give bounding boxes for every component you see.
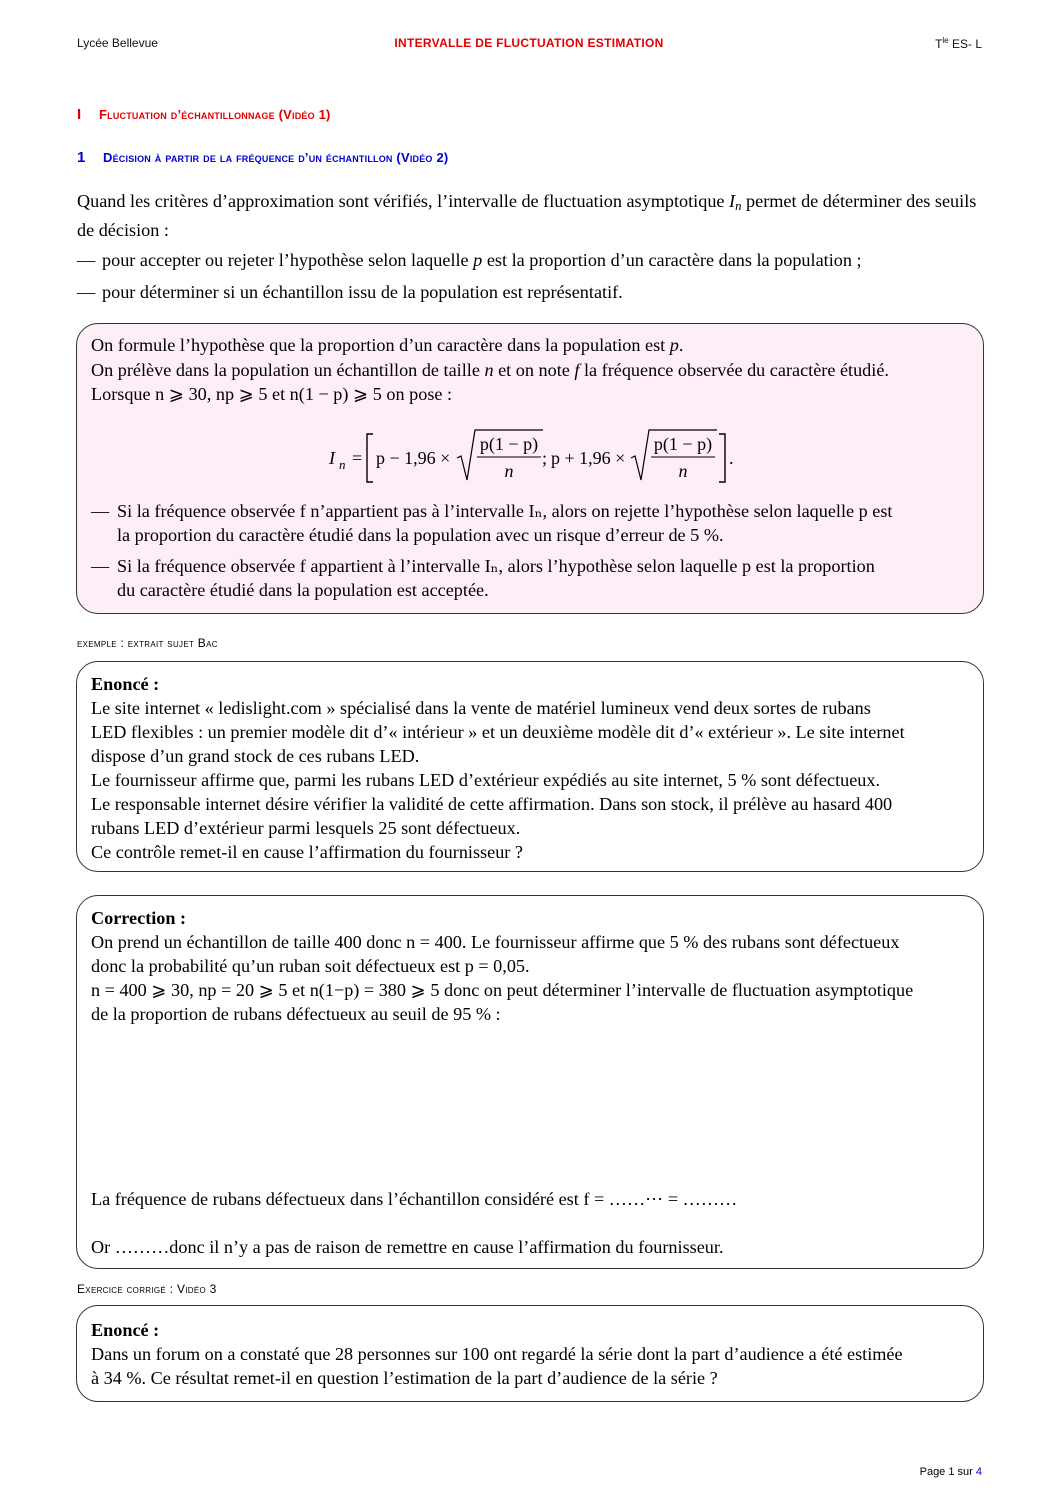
page-total-link[interactable]: 4	[975, 1466, 982, 1478]
enonce-line: Dans un forum on a constaté que 28 personnes sur 100 ont regardé la série dont la part d’audience a été estimée	[91, 1344, 903, 1364]
formula-numerator: p(1 − p)	[653, 434, 713, 454]
right-bracket	[719, 434, 725, 482]
bullet-item	[77, 248, 987, 272]
rule-line: Si la fréquence observée f appartient à l’intervalle Iₙ, alors l’hypothèse selon laquelle p est la proportion	[117, 556, 875, 576]
var-f: f	[574, 360, 580, 380]
intro-text-b: permet de déterminer des seuils de décision :	[77, 191, 977, 240]
class-prefix: T	[935, 37, 943, 51]
frequency-line: La fréquence de rubans défectueux dans l’échantillon considéré est f = ……⋯ = ………	[91, 1189, 738, 1209]
enonce-line: LED flexibles : un premier modèle dit d’« intérieur » et un deuxième modèle dit d’« extérieur ». Le site internet	[91, 722, 905, 742]
class-suffix: ES- L	[948, 37, 982, 51]
enonce-heading: Enoncé :	[91, 1320, 160, 1340]
formula-end: .	[729, 448, 734, 468]
rule-line: la proportion du caractère étudié dans la population avec un risque d’erreur de 5 %.	[117, 525, 724, 545]
enonce-line: Ce contrôle remet-il en cause l’affirmation du fournisseur ?	[91, 842, 523, 862]
intro-text-a: Quand les critères d’approximation sont vérifiés, l’intervalle de fluctuation asymptotique	[77, 191, 730, 211]
var-n: n	[484, 360, 494, 380]
enonce-line: dispose d’un grand stock de ces rubans LED.	[91, 746, 420, 766]
subsection-number: 1	[77, 149, 86, 166]
dash-bullet: —	[91, 501, 110, 521]
header-school: Lycée Bellevue	[77, 36, 158, 50]
formula-left-term: p − 1,96 ×	[376, 448, 451, 468]
correction-line: On prend un échantillon de taille 400 donc n = 400. Le fournisseur affirme que 5 % des rubans sont défectueux	[91, 932, 900, 952]
enonce-line: Le responsable internet désire vérifier la validité de cette affirmation. Dans son stock, il prélève au hasard 400	[91, 794, 893, 814]
enonce-heading: Enoncé :	[91, 674, 160, 694]
section-number: I	[77, 106, 82, 123]
var-p: p	[669, 335, 679, 355]
rule-line: Si la fréquence observée f n’appartient pas à l’intervalle Iₙ, alors on rejette l’hypothèse selon laquelle p est	[117, 501, 893, 521]
def-text: On formule l’hypothèse que la proportion d’un caractère dans la population est	[91, 335, 670, 355]
formula-separator: ;	[542, 448, 548, 468]
def-text: et on note	[493, 360, 575, 380]
enonce-line: rubans LED d’extérieur parmi lesquels 25 sont défectueux.	[91, 818, 521, 838]
def-line	[91, 333, 969, 357]
var-n-sub: n	[735, 199, 742, 213]
correction-box	[76, 895, 984, 1269]
bullet-item	[77, 280, 987, 304]
left-bracket	[367, 434, 373, 482]
exercise-enonce-box	[76, 1305, 984, 1402]
dash-bullet: —	[77, 282, 96, 302]
class-sup: le	[942, 36, 949, 45]
dash-bullet: —	[91, 556, 110, 576]
definition-box	[76, 323, 984, 614]
correction-line: n = 400 ⩾ 30, np = 20 ⩾ 5 et n(1−p) = 380 ⩾ 5 donc on peut déterminer l’intervalle de fluctuation asymptotique	[91, 980, 914, 1000]
section-heading-1	[77, 106, 331, 123]
def-line: Lorsque n ⩾ 30, np ⩾ 5 et n(1 − p) ⩾ 5 on pose :	[91, 384, 453, 404]
intro-paragraph	[77, 189, 987, 242]
fluctuation-interval-formula	[77, 426, 983, 486]
subsection-heading-1	[77, 149, 448, 166]
example-label: exemple : extrait sujet Bac	[77, 636, 218, 650]
dash-bullet: —	[77, 250, 96, 270]
def-text: On prélève dans la population un échantillon de taille	[91, 360, 485, 380]
correction-heading: Correction :	[91, 908, 187, 928]
page-number	[920, 1466, 982, 1478]
correction-line: de la proportion de rubans défectueux au seuil de 95 % :	[91, 1004, 501, 1024]
bullet-text: est la proportion d’un caractère dans la population ;	[482, 250, 862, 270]
formula-denominator: n	[504, 461, 514, 481]
header-class	[935, 36, 982, 51]
bullet-text: pour accepter ou rejeter l’hypothèse selon laquelle	[102, 250, 474, 270]
correction-line: donc la probabilité qu’un ruban soit défectueux est p = 0,05.	[91, 956, 530, 976]
formula-eq: =	[352, 448, 363, 468]
bullet-text: pour déterminer si un échantillon issu de la population est représentatif.	[102, 282, 623, 302]
def-text: la fréquence observée du caractère étudié.	[579, 360, 889, 380]
enonce-line: Le fournisseur affirme que, parmi les rubans LED d’extérieur expédiés au site internet, 5 % sont défectueux.	[91, 770, 881, 790]
header-title: INTERVALLE DE FLUCTUATION ESTIMATION	[394, 36, 664, 50]
def-text: .	[678, 335, 684, 355]
subsection-title: Décision à partir de la fréquence d’un échantillon (Vidéo 2)	[103, 150, 449, 165]
section-title: Fluctuation d’échantillonnage (Vidéo 1)	[99, 107, 331, 122]
formula-lhs-sub: n	[339, 457, 346, 472]
conclusion-line: Or ………donc il n’y a pas de raison de remettre en cause l’affirmation du fournisseur.	[91, 1237, 724, 1257]
rule-line: du caractère étudié dans la population est acceptée.	[117, 580, 489, 600]
exercise-label: Exercice corrigé : Vidéo 3	[77, 1282, 217, 1296]
formula-lhs: I	[329, 448, 335, 468]
var-I: I	[729, 191, 736, 211]
rule-reject	[91, 499, 969, 547]
enonce-line: à 34 %. Ce résultat remet-il en question l’estimation de la part d’audience de la série ?	[91, 1368, 718, 1388]
var-p: p	[473, 250, 483, 270]
def-line	[91, 358, 969, 382]
rule-accept	[91, 554, 969, 602]
formula-denominator: n	[678, 461, 688, 481]
enonce-line: Le site internet « ledislight.com » spécialisé dans la vente de matériel lumineux vend deux sortes de rubans	[91, 698, 871, 718]
page-prefix: Page 1 sur	[919, 1466, 976, 1478]
intro-text	[77, 189, 987, 242]
formula-right-term: p + 1,96 ×	[551, 448, 626, 468]
enonce-box	[76, 661, 984, 872]
formula-numerator: p(1 − p)	[479, 434, 539, 454]
